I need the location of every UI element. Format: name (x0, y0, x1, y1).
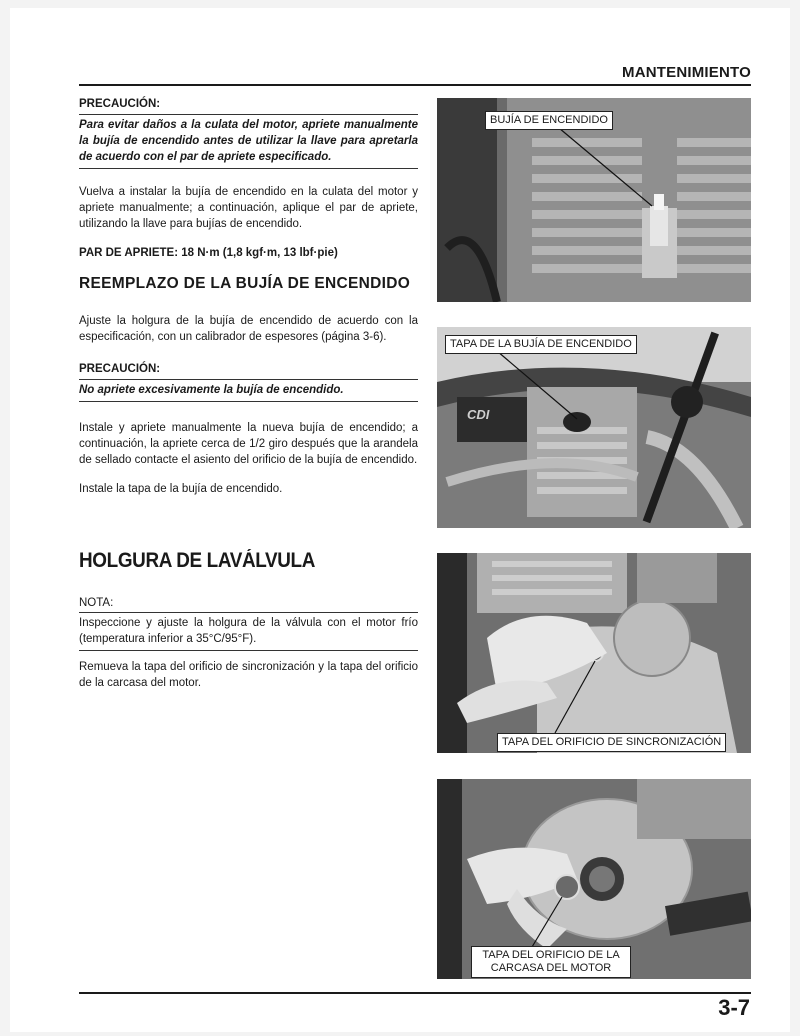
replace-paragraph: Ajuste la holgura de la bujía de encendido de acuerdo con la especificación, con un calibrador de espesores (página 3-6). (79, 315, 418, 343)
divider (79, 168, 418, 169)
note-block (79, 595, 418, 651)
page-number: 3-7 (718, 995, 750, 1020)
callout-crankcase-hole-cap (471, 946, 631, 978)
divider (79, 650, 418, 651)
callout-line-2: CARCASA DEL MOTOR (490, 962, 612, 974)
divider (79, 401, 418, 402)
callout-spark-plug: BUJÍA DE ENCENDIDO (485, 111, 613, 130)
callout-spark-plug-cap: TAPA DE LA BUJÍA DE ENCENDIDO (445, 335, 637, 354)
callout-line-1: TAPA DEL ORIFICIO DE LA (482, 949, 620, 961)
divider (79, 612, 418, 613)
cdi-logo: CDI (467, 407, 490, 422)
section-heading-replace: REEMPLAZO DE LA BUJÍA DE ENCENDIDO (79, 275, 411, 292)
note-heading: NOTA: (79, 597, 114, 609)
note-text: Inspeccione y ajuste la holgura de la válvula con el motor frío (temperatura inferior a 35°C/95°F). (79, 617, 418, 645)
cap-paragraph: Instale la tapa de la bujía de encendido. (79, 483, 283, 495)
photo-timing-hole-cap (437, 553, 751, 753)
caution-heading: PRECAUCIÓN: (79, 98, 161, 110)
section-title: MANTENIMIENTO (622, 64, 751, 81)
valve-paragraph: Remueva la tapa del orificio de sincronización y la tapa del orificio de la carcasa del motor. (79, 661, 418, 689)
caution-text: No apriete excesivamente la bujía de encendido. (79, 384, 344, 396)
caution-block-1 (79, 96, 418, 169)
section-heading-valve: HOLGURA DE LAVÁLVULA (79, 549, 316, 572)
footer-rule (79, 992, 751, 994)
caution-text: Para evitar daños a la culata del motor, apriete manualmente la bujía de encendido antes de utilizar la llave para apretarla de acuerdo con el par de apriete especificado. (79, 119, 418, 163)
install-paragraph: Instale y apriete manualmente la nueva bujía de encendido; a continuación, la apriete cerca de 1/2 giro después que la arandela de sellado contacte el asiento del orificio de la bujía de encendido. (79, 422, 418, 466)
header-rule (79, 84, 751, 86)
callout-timing-hole-cap: TAPA DEL ORIFICIO DE SINCRONIZACIÓN (497, 733, 726, 752)
torque-spec: PAR DE APRIETE: 18 N·m (1,8 kgf·m, 13 lbf·pie) (79, 247, 338, 259)
reinstall-paragraph: Vuelva a instalar la bujía de encendido en la culata del motor y apriete manualmente; a continuación, aplique el par de apriete, utilizando la llave para bujías de encendido. (79, 186, 418, 230)
caution-block-2 (79, 361, 418, 402)
photo-spark-plug-cap (437, 327, 751, 528)
divider (79, 114, 418, 115)
divider (79, 379, 418, 380)
caution-heading: PRECAUCIÓN: (79, 363, 161, 375)
